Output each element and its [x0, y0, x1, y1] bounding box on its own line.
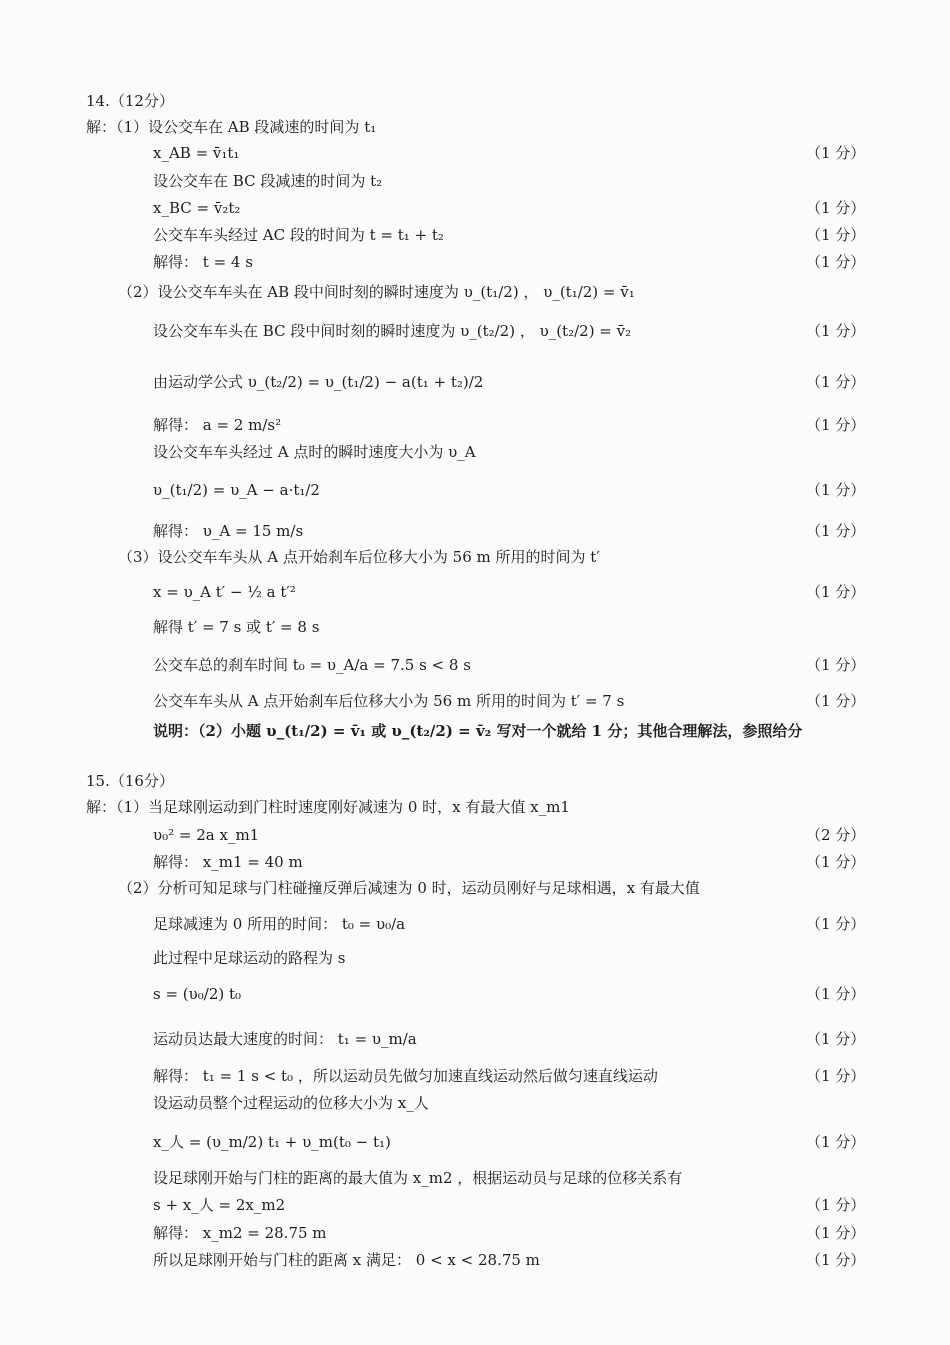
solution-line [0, 318, 950, 344]
score: （1 分） [806, 692, 866, 710]
line-text: 设运动员整个过程运动的位移大小为 x_人 [153, 1094, 429, 1112]
solution-line [0, 911, 950, 937]
line-text: （3）设公交车车头从 A 点开始刹车后位移大小为 56 m 所用的时间为 t′ [118, 548, 600, 566]
solution-line [0, 1063, 950, 1089]
solution-line [0, 1090, 950, 1116]
line-text: 此过程中足球运动的路程为 s [153, 949, 346, 967]
solution-line [0, 439, 950, 465]
solution-line [0, 849, 950, 875]
line-text: 设公交车车头在 BC 段中间时刻的瞬时速度为 υ_(t₂/2) ， υ_(t₂/2) = v̄₂ [153, 322, 632, 340]
solution-line [0, 222, 950, 248]
line-text: 公交车车头经过 AC 段的时间为 t = t₁ + t₂ [153, 226, 444, 244]
solution-line [0, 477, 950, 503]
solution-line [0, 1192, 950, 1218]
score: （1 分） [806, 1030, 866, 1048]
line-text: 解得： t = 4 s [153, 253, 253, 271]
solution-line [0, 945, 950, 971]
line-text: 设足球刚开始与门柱的距离的最大值为 x_m2 ，根据运动员与足球的位移关系有 [153, 1169, 683, 1187]
solution-line [0, 1220, 950, 1246]
score: （1 分） [806, 144, 866, 162]
problem-header: 15.（16分） [86, 772, 174, 790]
score: （1 分） [806, 481, 866, 499]
score: （1 分） [806, 1224, 866, 1242]
line-text: x = υ_A t′ − ½ a t′² [153, 583, 296, 601]
solution-line [0, 544, 950, 570]
line-text: 解得： x_m1 = 40 m [153, 853, 303, 871]
line-text: 公交车总的刹车时间 t₀ = υ_A/a = 7.5 s < 8 s [153, 656, 471, 674]
score: （1 分） [806, 522, 866, 540]
score: （1 分） [806, 199, 866, 217]
grading-note [0, 718, 950, 744]
solution-line [0, 652, 950, 678]
line-text: 解得： x_m2 = 28.75 m [153, 1224, 327, 1242]
solution-line [0, 518, 950, 544]
solution-line [0, 168, 950, 194]
score: （1 分） [806, 253, 866, 271]
line-text: 解得 t′ = 7 s 或 t′ = 8 s [153, 618, 320, 636]
score: （1 分） [806, 322, 866, 340]
solution-line [0, 875, 950, 901]
line-text: 运动员达最大速度的时间： t₁ = υ_m/a [153, 1030, 417, 1048]
score: （2 分） [806, 826, 866, 844]
line-text: 公交车车头从 A 点开始刹车后位移大小为 56 m 所用的时间为 t′ = 7 s [153, 692, 625, 710]
line-text: υ_(t₁/2) = υ_A − a·t₁/2 [153, 481, 320, 499]
line-text: s + x_人 = 2x_m2 [153, 1196, 286, 1214]
solution-line [0, 1165, 950, 1191]
score: （1 分） [806, 583, 866, 601]
solution-line [0, 114, 950, 140]
solution-line [0, 579, 950, 605]
solution-line [0, 1247, 950, 1273]
line-text: x_BC = v̄₂t₂ [153, 199, 241, 217]
line-text: （2）分析可知足球与门柱碰撞反弹后减速为 0 时，运动员刚好与足球相遇，x 有最大值 [118, 879, 700, 897]
problem-15-header [0, 768, 950, 794]
score: （1 分） [806, 226, 866, 244]
line-text: 说明：（2）小题 υ_(t₁/2) = v̄₁ 或 υ_(t₂/2) = v̄₂ 写对一个就给 1 分；其他合理解法，参照给分 [153, 722, 803, 740]
line-text: υ₀² = 2a x_m1 [153, 826, 260, 844]
line-text: s = (υ₀/2) t₀ [153, 985, 242, 1003]
score: （1 分） [806, 915, 866, 933]
score: （1 分） [806, 985, 866, 1003]
score: （1 分） [806, 416, 866, 434]
line-text: 所以足球刚开始与门柱的距离 x 满足： 0 < x < 28.75 m [153, 1251, 540, 1269]
solution-line [0, 1129, 950, 1155]
line-text: （2）设公交车车头在 AB 段中间时刻的瞬时速度为 υ_(t₁/2) ， υ_(t₁/2) = v̄₁ [118, 283, 635, 301]
solution-line [0, 195, 950, 221]
score: （1 分） [806, 1251, 866, 1269]
solution-line [0, 981, 950, 1007]
line-text: 解得： t₁ = 1 s < t₀ ，所以运动员先做匀加速直线运动然后做匀速直线运动 [153, 1067, 658, 1085]
solution-line [0, 279, 950, 305]
problem-14-header [0, 88, 950, 114]
line-text: 设公交车车头经过 A 点时的瞬时速度大小为 υ_A [153, 443, 476, 461]
line-text: x_AB = v̄₁t₁ [153, 144, 240, 162]
line-text: x_人 = (υ_m/2) t₁ + υ_m(t₀ − t₁) [153, 1133, 391, 1151]
line-text: 由运动学公式 υ_(t₂/2) = υ_(t₁/2) − a(t₁ + t₂)/2 [153, 373, 484, 391]
score: （1 分） [806, 373, 866, 391]
solution-line [0, 794, 950, 820]
line-text: 解：（1）当足球刚运动到门柱时速度刚好减速为 0 时，x 有最大值 x_m1 [86, 798, 570, 816]
solution-line [0, 140, 950, 166]
problem-header: 14.（12分） [86, 92, 174, 110]
line-text: 解：（1）设公交车在 AB 段减速的时间为 t₁ [86, 118, 377, 136]
solution-line [0, 688, 950, 714]
solution-line [0, 1026, 950, 1052]
line-text: 设公交车在 BC 段减速的时间为 t₂ [153, 172, 383, 190]
score: （1 分） [806, 656, 866, 674]
line-text: 足球减速为 0 所用的时间： t₀ = υ₀/a [153, 915, 406, 933]
solution-line [0, 822, 950, 848]
solution-line [0, 369, 950, 395]
solution-line [0, 249, 950, 275]
score: （1 分） [806, 1067, 866, 1085]
score: （1 分） [806, 853, 866, 871]
line-text: 解得： a = 2 m/s² [153, 416, 282, 434]
solution-line [0, 614, 950, 640]
solution-line [0, 412, 950, 438]
line-text: 解得： υ_A = 15 m/s [153, 522, 304, 540]
score: （1 分） [806, 1133, 866, 1151]
score: （1 分） [806, 1196, 866, 1214]
